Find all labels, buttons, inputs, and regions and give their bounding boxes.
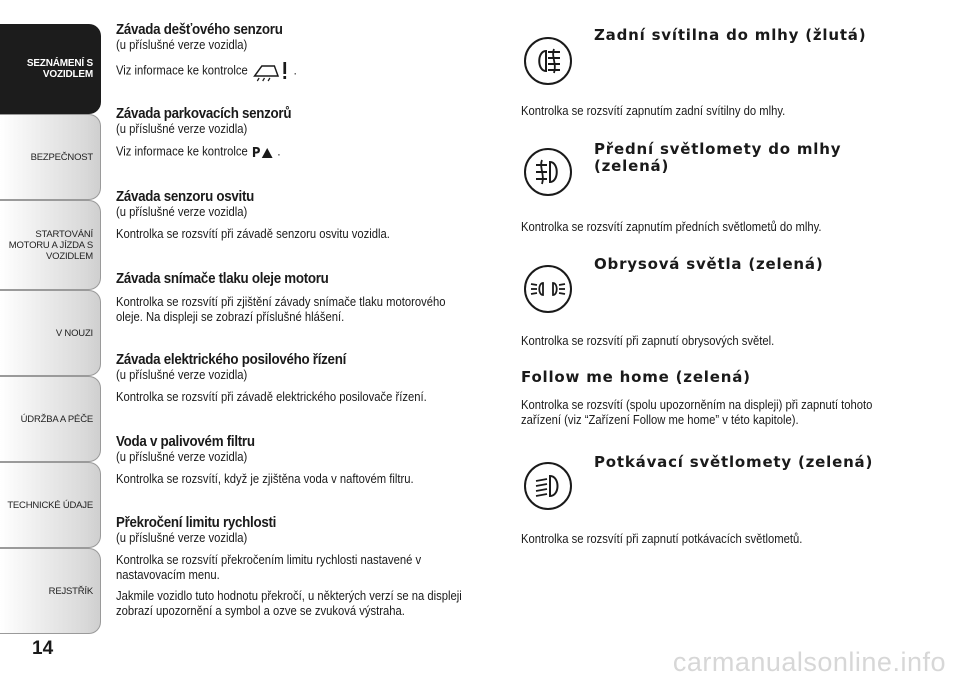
text-end: . [293, 63, 297, 78]
section-subtitle: (u příslušné verze vozidla) [116, 205, 248, 219]
section-text: Kontrolka se rozsvítí při závadě senzoru osvitu vozidla. [116, 227, 390, 241]
tab-label: REJSTŘÍK [48, 585, 93, 597]
section-title: Follow me home (zelená) [521, 368, 751, 386]
page-number: 14 [32, 638, 54, 659]
section-title: Voda v palivovém filtru [116, 434, 255, 450]
section-text-line4: zobrazí upozornění a symbol a ozve se zvuková výstraha. [116, 604, 405, 618]
tab-rejstrik[interactable] [0, 548, 101, 634]
tab-label: TECHNICKÉ ÚDAJE [7, 499, 93, 511]
section-text: Kontrolka se rozsvítí při zapnutí potkávacích světlometů. [521, 532, 803, 546]
tab-bezpecnost[interactable] [0, 114, 101, 200]
rear-fog-light-icon [524, 37, 572, 85]
section-text-line2: oleje. Na displeji se zobrazí příslušné hlášení. [116, 310, 345, 324]
section-text-line2: nastavovacím menu. [116, 568, 220, 582]
section-text: Kontrolka se rozsvítí při zapnutí obrysových světel. [521, 334, 775, 348]
section-text: Kontrolka se rozsvítí, když je zjištěna voda v naftovém filtru. [116, 472, 414, 486]
section-subtitle: (u příslušné verze vozidla) [116, 122, 248, 136]
section-parking-sensors [116, 106, 306, 160]
tab-label: ÚDRŽBA A PÉČE [20, 413, 93, 425]
svg-text:P: P [251, 145, 261, 160]
section-water-in-fuel [116, 434, 447, 487]
tab-label: BEZPEČNOST [30, 151, 93, 163]
section-text: Kontrolka se rozsvítí při závadě elektrického posilovače řízení. [116, 390, 427, 404]
section-title: Překročení limitu rychlosti [116, 515, 277, 531]
section-subtitle: (u příslušné verze vozidla) [116, 368, 248, 382]
text-part: Viz informace ke kontrolce [116, 63, 248, 78]
section-light-sensor [116, 189, 420, 242]
section-title: Závada dešťového senzoru [116, 22, 283, 38]
section-title: Potkávací světlomety (zelená) [594, 453, 874, 471]
section-subtitle: (u příslušné verze vozidla) [116, 38, 248, 52]
section-title: Závada elektrického posilového řízení [116, 352, 346, 368]
section-text-line1: Kontrolka se rozsvítí při zjištění závady snímače tlaku motorového [116, 295, 446, 309]
rain-sensor-warning-icon [251, 60, 291, 82]
tab-label: V NOUZI [55, 327, 93, 339]
section-text: Kontrolka se rozsvítí zapnutím předních světlometů do mlhy. [521, 220, 822, 234]
tab-technicke-udaje[interactable] [0, 462, 101, 548]
section-text-line2: zařízení (viz “Zařízení Follow me home” v této kapitole). [521, 413, 799, 427]
section-text [116, 144, 306, 160]
side-lights-icon [524, 265, 572, 313]
tab-udrzba-a-pece[interactable] [0, 376, 101, 462]
tab-v-nouzi[interactable] [0, 290, 101, 376]
front-fog-light-icon [524, 148, 572, 196]
section-rain-sensor [116, 22, 317, 82]
section-title-line1: Přední světlomety do mlhy [594, 140, 842, 158]
section-oil-pressure-sensor [116, 271, 482, 325]
section-speed-limit [116, 515, 500, 619]
section-text-line1: Kontrolka se rozsvítí překročením limitu rychlosti nastavené v [116, 553, 422, 567]
tab-label: SEZNÁMENÍ S VOZIDLEM [26, 58, 93, 80]
section-text-line3: Jakmile vozidlo tuto hodnotu překročí, u některých verzí se na displeji [116, 589, 462, 603]
section-subtitle: (u příslušné verze vozidla) [116, 531, 248, 545]
section-title: Obrysová světla (zelená) [594, 255, 824, 273]
text-end: . [277, 144, 281, 159]
section-text [116, 60, 317, 82]
tab-label: STARTOVÁNÍ MOTORU A JÍZDA S VOZIDLEM [8, 228, 93, 262]
section-text: Kontrolka se rozsvítí zapnutím zadní svítilny do mlhy. [521, 104, 786, 118]
low-beam-icon [524, 462, 572, 510]
text-part: Viz informace ke kontrolce [116, 144, 248, 159]
parking-sensor-icon [251, 144, 274, 160]
section-text-line1: Kontrolka se rozsvítí (spolu upozorněním na displeji) při zapnutí tohoto [521, 398, 873, 412]
section-power-steering [116, 352, 461, 405]
section-subtitle: (u příslušné verze vozidla) [116, 450, 248, 464]
section-title-line2: (zelená) [594, 157, 670, 175]
tab-seznameni-s-vozidlem[interactable] [0, 24, 101, 114]
watermark: carmanualsonline.info [672, 647, 946, 677]
tab-startovani[interactable] [0, 200, 101, 290]
section-title: Závada parkovacích senzorů [116, 106, 292, 122]
section-title: Závada senzoru osvitu [116, 189, 255, 205]
section-title: Závada snímače tlaku oleje motoru [116, 271, 329, 287]
section-title: Zadní svítilna do mlhy (žlutá) [594, 26, 867, 44]
